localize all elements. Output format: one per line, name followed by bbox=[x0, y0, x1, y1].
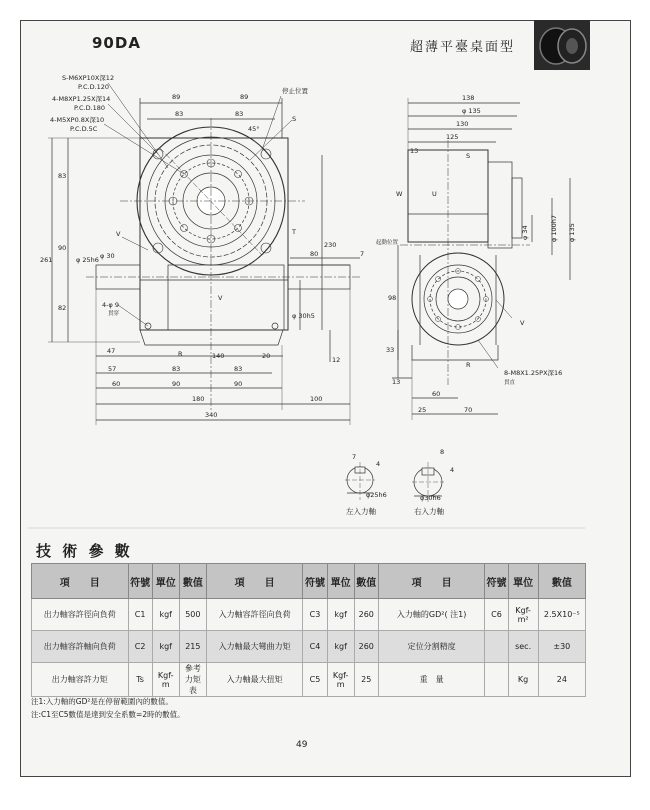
cell-value: 24 bbox=[538, 663, 585, 697]
label-s-front: S bbox=[292, 115, 297, 123]
header-symbol: 符號 bbox=[128, 564, 152, 599]
cell-unit: kgf bbox=[327, 631, 354, 663]
dim-125: 125 bbox=[446, 133, 459, 141]
callout-2: P.C.D.120 bbox=[78, 83, 110, 91]
header-value: 數值 bbox=[354, 564, 378, 599]
dim-d30h5: φ 30h5 bbox=[292, 312, 315, 320]
key-right-depth: 4 bbox=[450, 466, 455, 474]
stop-position-label: 停止位置 bbox=[282, 87, 308, 95]
cell-item: 出力軸容許徑向負荷 bbox=[32, 599, 129, 631]
dim-83-lower-right: 83 bbox=[234, 365, 243, 373]
dim-230: 230 bbox=[324, 241, 337, 249]
cell-symbol: C4 bbox=[303, 631, 327, 663]
dim-138: 138 bbox=[462, 94, 475, 102]
callout-3: 4-M8XP1.25X深14 bbox=[52, 95, 111, 103]
cell-item: 入力軸最大扭矩 bbox=[206, 663, 303, 697]
label-u-side: U bbox=[432, 190, 437, 198]
dim-12: 12 bbox=[332, 356, 341, 364]
dim-60: 60 bbox=[112, 380, 121, 388]
dim-h90: 90 bbox=[58, 244, 67, 252]
key-right-shaft: φ30h6 bbox=[420, 494, 441, 502]
series-title: 超薄平臺桌面型 bbox=[410, 40, 516, 55]
cell-item: 入力軸的GD²( 注1) bbox=[378, 599, 485, 631]
cell-unit: Kgf-m bbox=[327, 663, 354, 697]
cell-unit: sec. bbox=[508, 631, 538, 663]
dim-135: φ 135 bbox=[462, 107, 481, 115]
dim-130: 130 bbox=[456, 120, 469, 128]
cell-value: 參考力矩表 bbox=[179, 663, 206, 697]
note-line: 注1:入力軸的GD²是在停留範圍內的數值。 bbox=[31, 697, 173, 706]
label-w-side: W bbox=[396, 190, 403, 198]
dim-d135: φ 135 bbox=[568, 223, 576, 242]
dim-d30: φ 30 bbox=[100, 252, 115, 260]
header-symbol: 符號 bbox=[303, 564, 327, 599]
dim-h82: 82 bbox=[58, 304, 67, 312]
dim-25-side: 25 bbox=[418, 406, 427, 414]
dim-140: 140 bbox=[212, 352, 225, 360]
cell-value: 2.5X10⁻⁵ bbox=[538, 599, 585, 631]
cell-symbol: C6 bbox=[485, 599, 508, 631]
spec-notes bbox=[31, 695, 185, 721]
table-row bbox=[32, 599, 586, 631]
cell-unit: kgf bbox=[152, 599, 179, 631]
cell-symbol: C1 bbox=[128, 599, 152, 631]
label-v-front-1: V bbox=[116, 230, 121, 238]
callout-6: P.C.D.5C bbox=[70, 125, 98, 133]
dim-340: 340 bbox=[205, 411, 218, 419]
key-right-caption: 右入力軸 bbox=[414, 507, 444, 516]
cell-item: 定位分割精度 bbox=[378, 631, 485, 663]
cell-unit: Kgf-m² bbox=[508, 599, 538, 631]
key-left-shaft: φ25h6 bbox=[366, 491, 387, 499]
cell-symbol: C3 bbox=[303, 599, 327, 631]
dim-33: 33 bbox=[386, 346, 395, 354]
cell-item: 出力軸容許力矩 bbox=[32, 663, 129, 697]
dim-13-bottom: 13 bbox=[392, 378, 401, 386]
dim-47: 47 bbox=[107, 347, 116, 355]
dim-80: 80 bbox=[310, 250, 319, 258]
key-right-width: 8 bbox=[440, 448, 445, 456]
dim-89-right: 89 bbox=[240, 93, 249, 101]
model-title: 90DA bbox=[92, 34, 141, 52]
note-line: 注:C1至C5數值是達到安全系數=2時的數值。 bbox=[31, 710, 185, 719]
label-v-side: V bbox=[520, 319, 525, 327]
header-value: 數值 bbox=[179, 564, 206, 599]
cell-symbol: Ts bbox=[128, 663, 152, 697]
dim-83-right: 83 bbox=[235, 110, 244, 118]
cell-unit: kgf bbox=[327, 599, 354, 631]
tap-callout: 8-M8X1.25PX深16 bbox=[504, 369, 563, 377]
dim-d25h6: φ 25h6 bbox=[76, 256, 99, 264]
dim-60-side: 60 bbox=[432, 390, 441, 398]
header-unit: 單位 bbox=[508, 564, 538, 599]
dim-83-lower-left: 83 bbox=[172, 365, 181, 373]
header-value: 數值 bbox=[538, 564, 585, 599]
cell-item: 入力軸最大彎曲力矩 bbox=[206, 631, 303, 663]
header-item: 項 目 bbox=[32, 564, 129, 599]
dim-83-left: 83 bbox=[175, 110, 184, 118]
dim-180: 180 bbox=[192, 395, 205, 403]
label-r-side: R bbox=[466, 361, 471, 369]
callout-1: S-M6XP10X深12 bbox=[62, 74, 115, 82]
spec-table bbox=[31, 563, 586, 697]
key-left-caption: 左入力軸 bbox=[346, 507, 376, 516]
cell-symbol bbox=[485, 663, 508, 697]
callout-5: 4-M5XP0.8X深10 bbox=[50, 116, 105, 124]
dim-90-lower-right: 90 bbox=[234, 380, 243, 388]
key-left-width: 7 bbox=[352, 453, 357, 461]
dim-13-top: 13 bbox=[410, 147, 419, 155]
cell-symbol bbox=[485, 631, 508, 663]
cell-unit: Kgf-m bbox=[152, 663, 179, 697]
tap-callout-note: 貫直 bbox=[504, 380, 516, 386]
label-v-front-2: V bbox=[218, 294, 223, 302]
table-row bbox=[32, 663, 586, 697]
header-symbol: 符號 bbox=[485, 564, 508, 599]
dim-20: 20 bbox=[262, 352, 271, 360]
cell-value: 260 bbox=[354, 631, 378, 663]
dim-98: 98 bbox=[388, 294, 397, 302]
dim-holes-note: 貫穿 bbox=[108, 311, 120, 317]
dim-70-side: 70 bbox=[464, 406, 473, 414]
label-r-front: R bbox=[178, 350, 183, 358]
cell-item: 入力軸容許徑向負荷 bbox=[206, 599, 303, 631]
label-t-front: T bbox=[292, 228, 296, 236]
cell-symbol: C2 bbox=[128, 631, 152, 663]
header-unit: 單位 bbox=[152, 564, 179, 599]
dim-h261: 261 bbox=[40, 256, 53, 264]
key-left-depth: 4 bbox=[376, 460, 381, 468]
dim-89-left: 89 bbox=[172, 93, 181, 101]
dim-7: 7 bbox=[360, 250, 365, 258]
cell-item: 出力軸容許軸向負荷 bbox=[32, 631, 129, 663]
dim-57: 57 bbox=[108, 365, 117, 373]
cell-item: 重 量 bbox=[378, 663, 485, 697]
dim-d34: φ 34 bbox=[521, 225, 529, 240]
cell-symbol: C5 bbox=[303, 663, 327, 697]
dim-h83: 83 bbox=[58, 172, 67, 180]
spec-header-row bbox=[32, 564, 586, 599]
dim-holes: 4-φ 9 bbox=[102, 301, 119, 309]
header-item: 項 目 bbox=[206, 564, 303, 599]
header-item: 項 目 bbox=[378, 564, 485, 599]
label-s-side: S bbox=[466, 152, 471, 160]
cell-unit: kgf bbox=[152, 631, 179, 663]
cell-value: 215 bbox=[179, 631, 206, 663]
cell-value: 260 bbox=[354, 599, 378, 631]
cell-unit: Kg bbox=[508, 663, 538, 697]
header-unit: 單位 bbox=[327, 564, 354, 599]
cell-value: 500 bbox=[179, 599, 206, 631]
start-position-label: 起動位置 bbox=[376, 240, 399, 246]
dim-90-lower-left: 90 bbox=[172, 380, 181, 388]
dim-100: 100 bbox=[310, 395, 323, 403]
page-number: 49 bbox=[296, 740, 308, 750]
table-row bbox=[32, 631, 586, 663]
spec-section-title: 技 術 參 數 bbox=[36, 542, 133, 560]
cell-value: ±30 bbox=[538, 631, 585, 663]
dim-angle: 45° bbox=[248, 125, 260, 133]
cell-value: 25 bbox=[354, 663, 378, 697]
callout-4: P.C.D.180 bbox=[74, 104, 106, 112]
dim-d100h7: φ 100h7 bbox=[550, 214, 558, 242]
